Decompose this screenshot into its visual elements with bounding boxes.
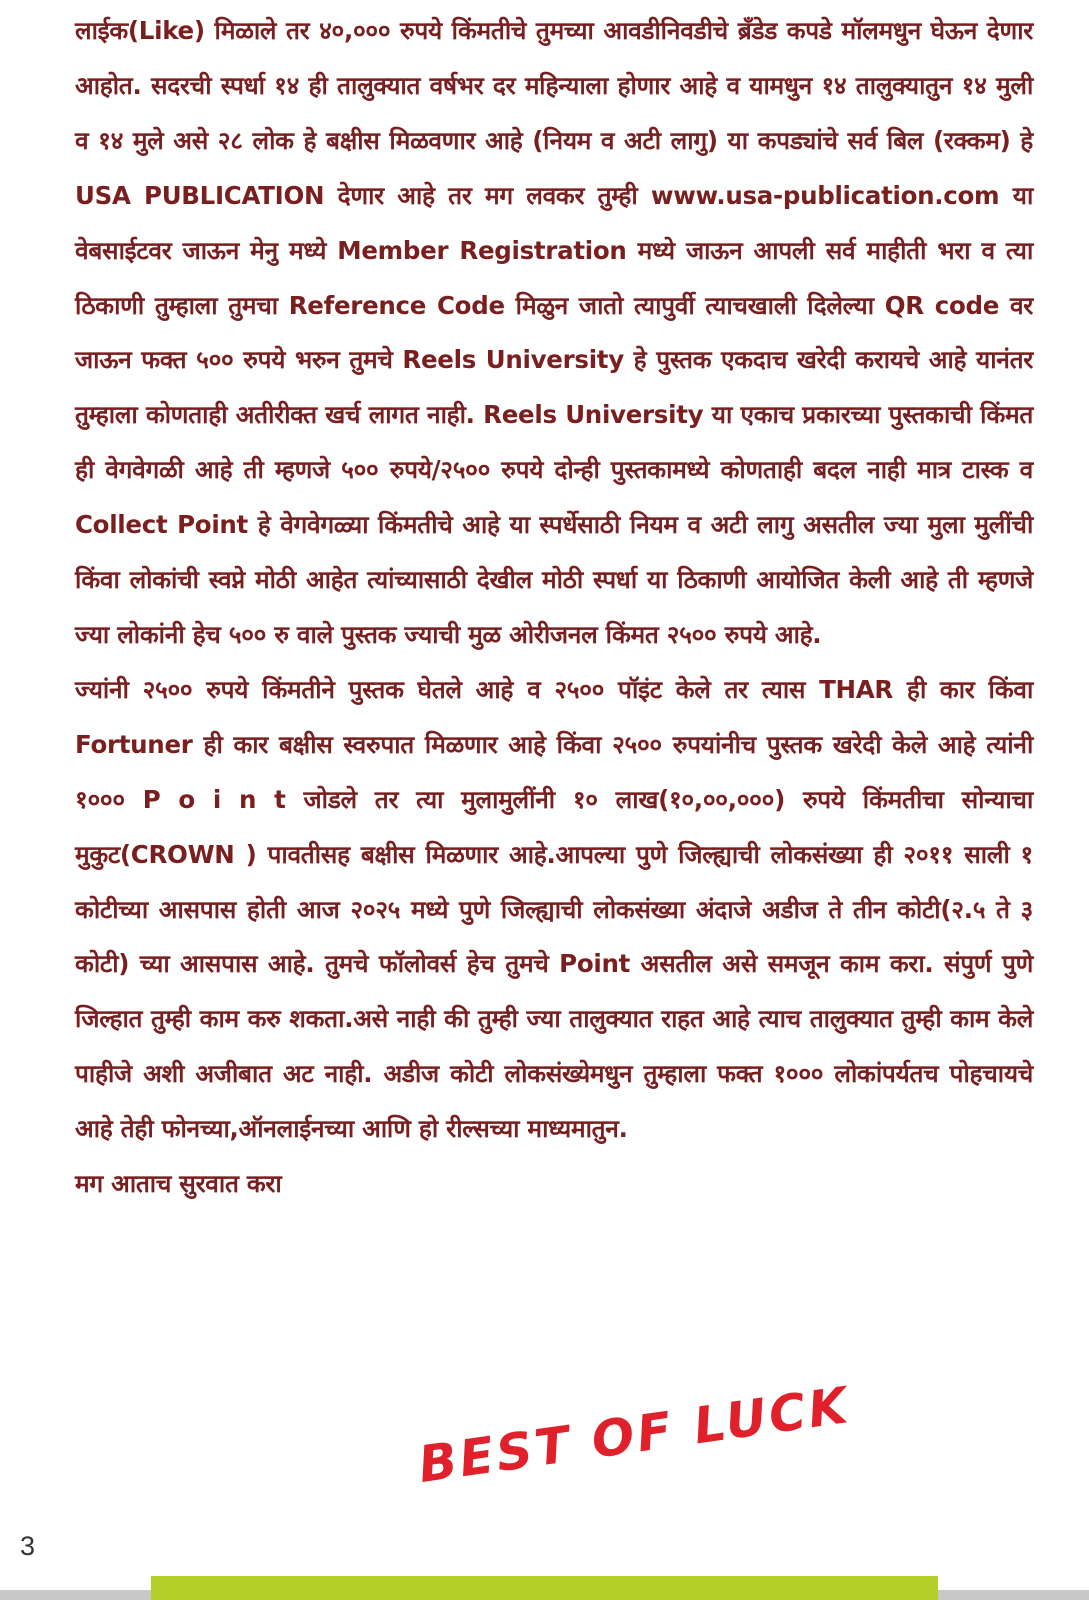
footer-green-accent	[151, 1576, 938, 1600]
best-of-luck-text: BEST OF LUCK	[414, 1376, 854, 1494]
paragraph-2: ज्यांनी २५०० रुपये किंमतीने पुस्तक घेतले आहे व २५०० पॉइंट केले तर त्यास THAR ही कार किंवा Fortuner ही कार बक्षीस स्वरुपात मिळणार आहे किंवा २५०० रुपयांनीच पुस्तक खरेदी केले आहे त्यांनी १००० P o i n t जोडले तर त्या मुलामुलींनी १० लाख(१०,००,०००) रुपये किंमतीचा सोन्याचा मुकुट(CROWN ) पावतीसह बक्षीस मिळणार आहे.आपल्या पुणे जिल्ह्याची लोकसंख्या ही २०११ साली १ कोटीच्या आसपास होती आज २०२५ मध्ये पुणे जिल्ह्याची लोकसंख्या अंदाजे अडीज ते तीन कोटी(२.५ ते ३ कोटी) च्या आसपास आहे. तुमचे फॉलोवर्स हेच तुमचे Point असतील असे समजून काम करा. संपुर्ण पुणे जिल्हात तुम्ही काम करु शकता.असे नाही की तुम्ही ज्या तालुक्यात राहत आहे त्याच तालुक्यात तुम्ही काम केले पाहीजे अशी अजीबात अट नाही. अडीज कोटी लोकसंख्येमधुन तुम्हाला फक्त १००० लोकांपर्यतच पोहचायचे आहे तेही फोनच्या,ऑनलाईनच्या आणि हो रील्सच्या माध्यमातुन.	[75, 674, 1033, 1144]
document-body	[75, 4, 1033, 1212]
page-number: 3	[20, 1531, 36, 1561]
paragraph-1: लाईक(Like) मिळाले तर ४०,००० रुपये किंमतीचे तुमच्या आवडीनिवडीचे ब्रँडेड कपडे मॉलमधुन घेऊन देणार आहोत. सदरची स्पर्धा १४ ही तालुक्यात वर्षभर दर महिन्याला होणार आहे व यामधुन १४ तालुक्यातुन १४ मुली व १४ मुले असे २८ लोक हे बक्षीस मिळवणार आहे (नियम व अटी लागु) या कपड्यांचे सर्व बिल (रक्कम) हे USA PUBLICATION देणार आहे तर मग लवकर तुम्ही www.usa-publication.com या वेबसाईटवर जाऊन मेनु मध्ये Member Registration मध्ये जाऊन आपली सर्व माहीती भरा व त्या ठिकाणी तुम्हाला तुमचा Reference Code मिळुन जातो त्यापुर्वी त्याचखाली दिलेल्या QR code वर जाऊन फक्त ५०० रुपये भरुन तुमचे Reels University हे पुस्तक एकदाच खरेदी करायचे आहे यानंतर तुम्हाला कोणताही अतीरीक्त खर्च लागत नाही. Reels University या एकाच प्रकारच्या पुस्तकाची किंमत ही वेगवेगळी आहे ती म्हणजे ५०० रुपये/२५०० रुपये दोन्ही पुस्तकामध्ये कोणताही बदल नाही मात्र टास्क व Collect Point हे वेगवेगळ्या किंमतीचे आहे या स्पर्धेसाठी नियम व अटी लागु असतील ज्या मुला मुलींची किंवा लोकांची स्वप्ने मोठी आहेत त्यांच्यासाठी देखील मोठी स्पर्धा या ठिकाणी आयोजित केली आहे ती म्हणजे ज्या लोकांनी हेच ५०० रु वाले पुस्तक ज्याची मुळ ओरीजनल किंमत २५०० रुपये आहे.	[75, 16, 1033, 649]
closing-line: मग आताच सुरवात करा	[75, 1169, 282, 1199]
